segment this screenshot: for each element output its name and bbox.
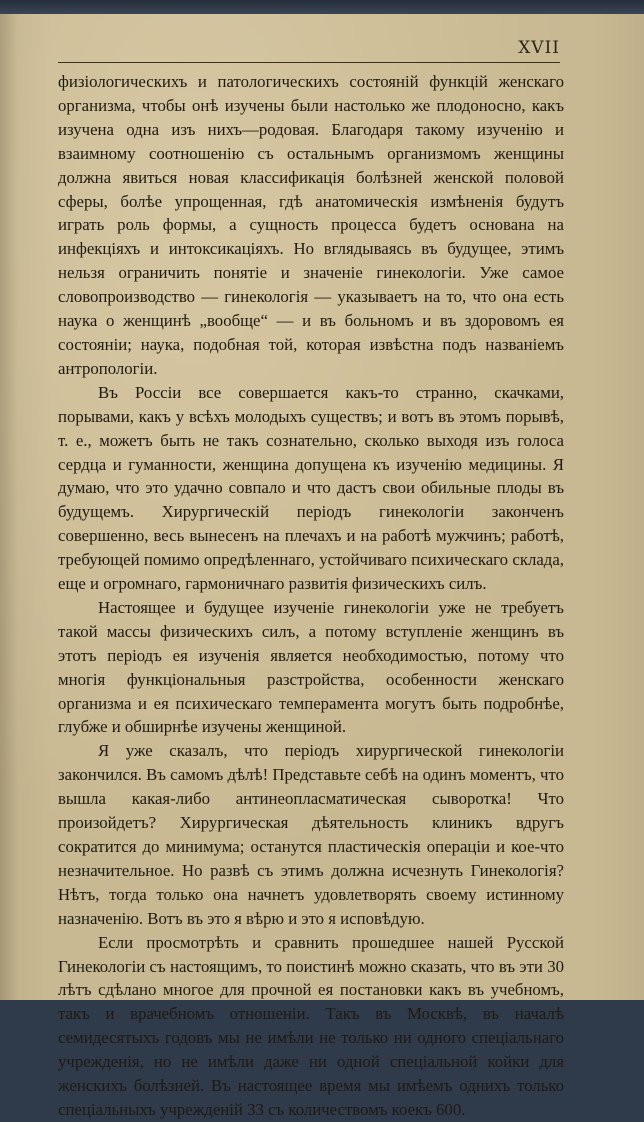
body-text bbox=[58, 70, 564, 1122]
paragraph-4: Я уже сказалъ, что перiодъ хирургической гинекологiи закончился. Въ самомъ дѣлѣ! Представьте себѣ на одинъ моментъ, что вышла какая-либо антинеопласматическая сыворотка! Что произойдетъ? Хирургическая дѣятельность клиникъ вдругъ сократится до минимума; останутся пластическiя операцiи и кое-что незначительное. Но развѣ съ этимъ должна исчезнуть Гинекологiя? Нѣтъ, тогда только она начнетъ удовлетворять своему истинному назначенiю. Вотъ въ это я вѣрю и это я исповѣдую. bbox=[58, 741, 564, 928]
paragraph-1: физiологическихъ и патологическихъ состоянiй функцiй женскаго организма, чтобы онѣ изучены были настолько же плодоносно, какъ изучена одна изъ нихъ—родовая. Благодаря такому изученiю и взаимному соотношенiю съ остальнымъ организмомъ женщины должна явиться новая классификацiя болѣзней женской половой сферы, болѣе упрощенная, гдѣ анатомическiя измѣненiя будутъ играть роль формы, а сущность процесса будетъ основана на инфекцiяхъ и интоксикацiяхъ. Но вглядываясь въ будущее, этимъ нельзя ограничить понятiе и значенiе гинекологiи. Уже самое словопроизводство — гинекологiя — указываетъ на то, что она есть наука о женщинѣ „вообще“ — и въ больномъ и въ здоровомъ ея состоянiи; наука, подобная той, которая извѣстна подъ названiемъ антропологiи. bbox=[58, 72, 564, 378]
scanner-background bbox=[0, 0, 644, 14]
page-gutter-shadow bbox=[0, 14, 18, 1000]
paragraph-3: Настоящее и будущее изученiе гинекологiи уже не требуетъ такой массы физическихъ силъ, а потому вступленiе женщинъ въ этотъ перiодъ ея изученiя является необходимостью, потому что многiя функцiональныя разстройства, особенности женскаго организма и ея психическаго темперамента могутъ быть подробнѣе, глубже и обширнѣе изучены женщиной. bbox=[58, 597, 564, 737]
page-number: XVII bbox=[518, 38, 560, 58]
paragraph-2: Въ Россiи все совершается какъ-то странно, скачками, порывами, какъ у всѣхъ молодыхъ существъ; и вотъ въ этомъ порывѣ, т. е., можетъ быть не такъ сознательно, сколько выходя изъ голоса сердца и гуманности, женщина допущена къ изученiю медицины. Я думаю, что это удачно совпало и что дастъ свои обильные плоды въ будущемъ. Хирургическiй перiодъ гинекологiи законченъ совершенно, весь вынесенъ на плечахъ и на работѣ мужчинъ; работѣ, требующей помимо опредѣленнаго, устойчиваго психическаго склада, еще и огромнаго, гармоничнаго развитiя физическихъ силъ. bbox=[58, 382, 564, 594]
header-rule bbox=[58, 62, 560, 63]
paragraph-5: Если просмотрѣть и сравнить прошедшее нашей Русской Гинекологiи съ настоящимъ, то поистинѣ можно сказать, что въ эти 30 лѣтъ сдѣлано многое для прочной ея постановки какъ въ учебномъ, такъ и врачебномъ отношенiи. Такъ въ Москвѣ, въ началѣ семидесятыхъ годовъ мы не имѣли не только ни одного спецiальнаго учрежденiя, но не имѣли даже ни одной спецiальной койки для женскихъ болѣзней. Въ настоящее время мы имѣемъ однихъ только спецiальныхъ учрежденiй 33 съ количествомъ коекъ 600. bbox=[58, 932, 564, 1119]
